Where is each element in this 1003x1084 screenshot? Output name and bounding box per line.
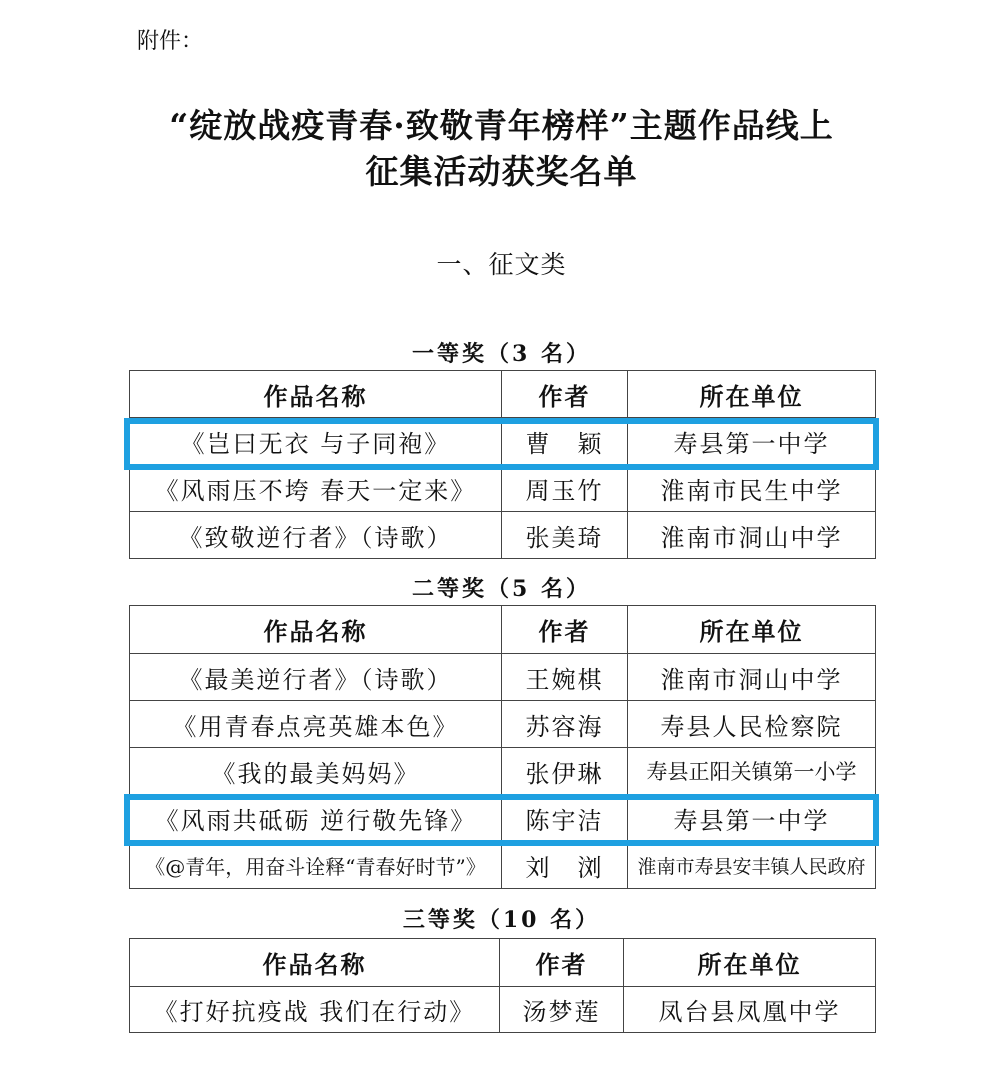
table-row: [130, 701, 876, 748]
table-row: [130, 842, 876, 889]
author-name: 陈宇洁: [502, 795, 628, 842]
first-prize-table: [129, 370, 876, 559]
table-row: [130, 512, 876, 559]
unit-name: 凤台县凤凰中学: [624, 987, 876, 1033]
third-prize-table: [129, 938, 876, 1033]
work-title: 《我的最美妈妈》: [130, 748, 502, 795]
header-author: 作者: [502, 606, 628, 654]
work-title: 《致敬逆行者》（诗歌）: [130, 512, 502, 559]
header-unit: 所在单位: [628, 371, 876, 418]
author-name: 王婉棋: [502, 654, 628, 701]
header-work: 作品名称: [130, 606, 502, 654]
work-title: 《风雨共砥砺 逆行敬先锋》: [130, 795, 502, 842]
work-title: 《最美逆行者》（诗歌）: [130, 654, 502, 701]
header-unit: 所在单位: [628, 606, 876, 654]
unit-name: 淮南市寿县安丰镇人民政府: [628, 842, 876, 889]
table-row: [130, 795, 876, 842]
unit-name: 淮南市民生中学: [628, 465, 876, 512]
table-row: [130, 465, 876, 512]
table-header-row: [130, 371, 876, 418]
unit-name: 淮南市洞山中学: [628, 654, 876, 701]
table-header-row: [130, 939, 876, 987]
document-title-line2: 征集活动获奖名单: [365, 152, 638, 191]
unit-name: 淮南市洞山中学: [628, 512, 876, 559]
table-row: [130, 418, 876, 465]
author-name: 苏容海: [502, 701, 628, 748]
author-name: 曹 颖: [502, 418, 628, 465]
first-prize-heading: 一等奖（3 名）: [412, 341, 591, 367]
author-name: 汤梦莲: [500, 987, 624, 1033]
author-name: 周玉竹: [502, 465, 628, 512]
author-name: 张伊琳: [502, 748, 628, 795]
header-unit: 所在单位: [624, 939, 876, 987]
third-prize-heading: 三等奖（10 名）: [402, 907, 601, 933]
header-author: 作者: [500, 939, 624, 987]
second-prize-heading: 二等奖（5 名）: [412, 576, 591, 602]
header-work: 作品名称: [130, 939, 500, 987]
table-row: [130, 987, 876, 1033]
work-title: 《用青春点亮英雄本色》: [130, 701, 502, 748]
work-title: 《@青年，用奋斗诠释“青春好时节”》: [130, 842, 502, 889]
work-title: 《岂曰无衣 与子同袍》: [130, 418, 502, 465]
unit-name: 寿县正阳关镇第一小学: [628, 748, 876, 795]
attachment-label: 附件：: [137, 29, 204, 54]
second-prize-table: [129, 605, 876, 889]
header-author: 作者: [502, 371, 628, 418]
unit-name: 寿县第一中学: [628, 795, 876, 842]
work-title: 《打好抗疫战 我们在行动》: [130, 987, 500, 1033]
section-heading: 一、征文类: [436, 250, 567, 279]
document-title-line1: “绽放战疫青春·致敬青年榜样”主题作品线上: [169, 106, 834, 145]
unit-name: 寿县第一中学: [628, 418, 876, 465]
unit-name: 寿县人民检察院: [628, 701, 876, 748]
table-header-row: [130, 606, 876, 654]
table-row: [130, 654, 876, 701]
table-row: [130, 748, 876, 795]
author-name: 张美琦: [502, 512, 628, 559]
header-work: 作品名称: [130, 371, 502, 418]
work-title: 《风雨压不垮 春天一定来》: [130, 465, 502, 512]
author-name: 刘 浏: [502, 842, 628, 889]
